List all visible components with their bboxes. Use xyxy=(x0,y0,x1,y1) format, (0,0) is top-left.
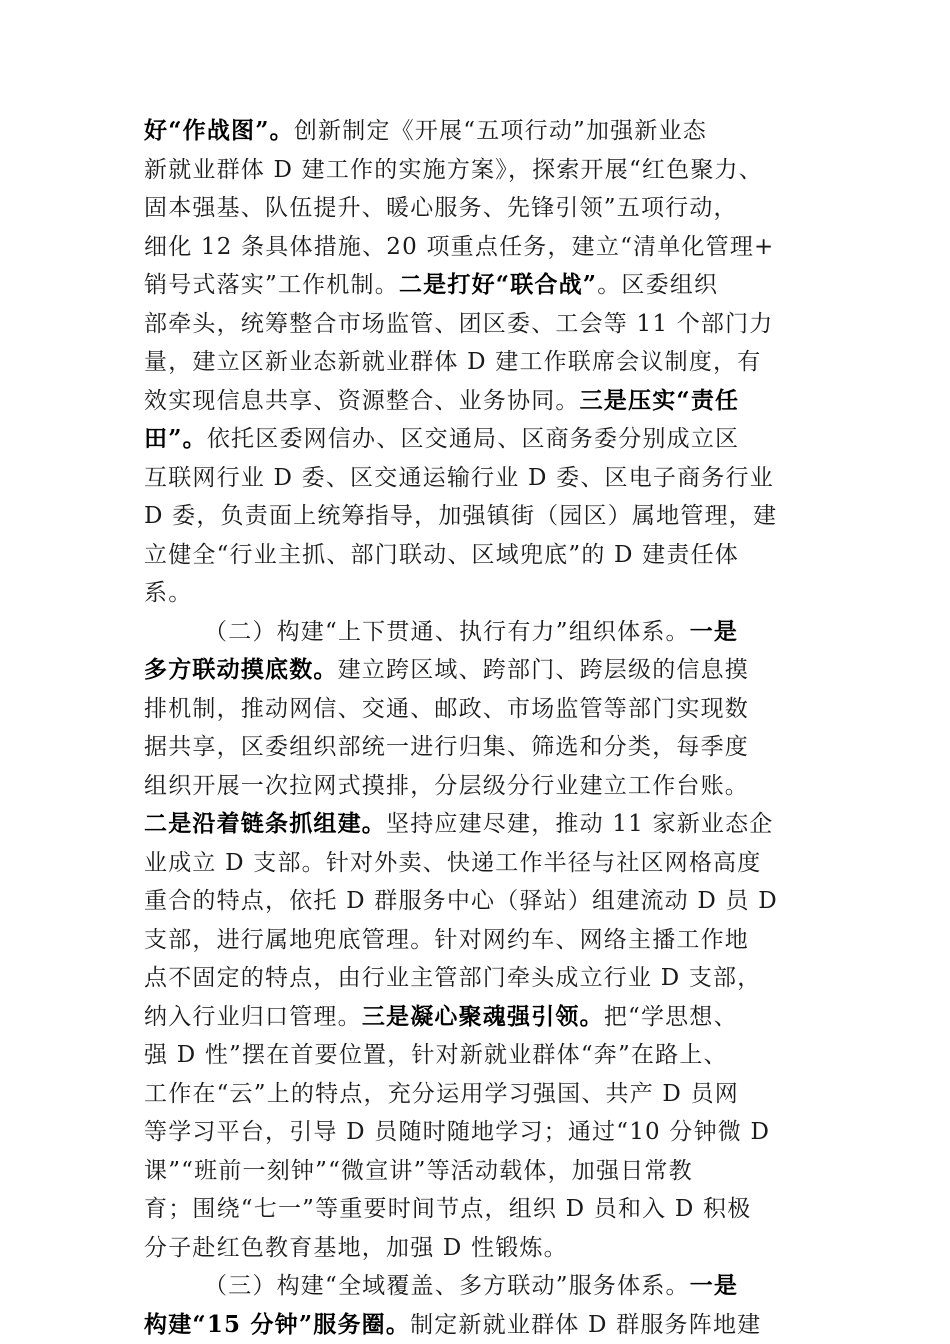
body-text: 销号式落实”工作机制。 xyxy=(144,272,399,298)
body-text: 支部，进行属地兜底管理。针对网约车、网络主播工作地 xyxy=(144,926,749,953)
body-text: 建立跨区域、跨部门、跨层级的信息摸 xyxy=(337,657,750,683)
body-text: 排机制，推动网信、交通、邮政、市场监管等部门实现数 xyxy=(144,695,749,722)
text-line xyxy=(144,151,809,190)
body-text: 立健全“行业主抓、部门联动、区域兜底”的 D 建责任体 xyxy=(144,541,739,568)
body-text: 部牵头，统筹整合市场监管、团区委、工会等 11 个部门力 xyxy=(144,310,774,337)
body-text: 系。 xyxy=(144,580,193,606)
text-line xyxy=(144,536,809,575)
text-line xyxy=(144,189,809,228)
body-text: 分子赴红色教育基地，加强 D 性锻炼。 xyxy=(144,1234,568,1261)
body-text: 点不固定的特点，由行业主管部门牵头成立行业 D 支部， xyxy=(144,965,762,991)
body-text: 依托区委网信办、区交通局、区商务委分别成立区 xyxy=(206,426,740,452)
body-text: 效实现信息共享、资源整合、业务协同。 xyxy=(144,387,580,414)
text-line xyxy=(144,921,809,960)
text-line xyxy=(144,613,809,652)
text-line xyxy=(144,998,809,1037)
bold-text: 好“作战图”。 xyxy=(144,117,294,144)
body-text: D 委，负责面上统筹指导，加强镇街（园区）属地管理，建 xyxy=(144,503,778,529)
body-text: （三）构建“全域覆盖、多方联动”服务体系。 xyxy=(204,1273,690,1299)
body-text: 工作在“云”上的特点，充分运用学习强国、共产 D 员网 xyxy=(144,1080,739,1107)
body-text: （二）构建“上下贯通、执行有力”组织体系。 xyxy=(204,618,690,645)
body-text: 组织开展一次拉网式摸排，分层级分行业建立工作台账。 xyxy=(144,772,749,799)
text-line xyxy=(144,1075,809,1114)
body-text: 把“学思想、 xyxy=(603,1003,738,1030)
text-line xyxy=(144,805,809,844)
bold-text: 多方联动摸底数。 xyxy=(144,656,338,683)
text-line xyxy=(144,305,809,344)
body-text: 育；围绕“七一”等重要时间节点，组织 D 员和入 D 积极 xyxy=(144,1196,752,1222)
body-text: 强 D 性”摆在首要位置，针对新就业群体“奔”在路上、 xyxy=(144,1042,728,1068)
body-text: 纳入行业归口管理。 xyxy=(144,1003,362,1030)
text-line xyxy=(144,1036,809,1075)
bold-text: 构建“15 分钟”服务圈。 xyxy=(144,1310,411,1338)
body-text: 。区委组织 xyxy=(597,272,719,298)
text-line xyxy=(144,1306,809,1344)
text-line xyxy=(144,728,809,767)
text-line xyxy=(144,1190,809,1229)
body-text: 互联网行业 D 委、区交通运输行业 D 委、区电子商务行业 xyxy=(144,464,774,491)
text-line xyxy=(144,382,809,421)
text-line xyxy=(144,228,809,267)
text-line xyxy=(144,459,809,498)
bold-text: 二是打好“联合战” xyxy=(398,271,598,298)
body-text: 新就业群体 D 建工作的实施方案》，探索开展“红色聚力、 xyxy=(144,156,763,183)
body-text: 等学习平台，引导 D 员随时随地学习；通过“10 分钟微 D xyxy=(144,1119,771,1145)
text-line xyxy=(144,1229,809,1268)
text-line xyxy=(144,574,809,613)
bold-text: 二是沿着链条抓组建。 xyxy=(144,810,386,837)
text-line xyxy=(144,343,809,382)
bold-text: 一是 xyxy=(689,617,739,645)
text-line xyxy=(144,420,809,459)
text-line xyxy=(144,1152,809,1191)
text-line xyxy=(144,1267,809,1306)
text-line xyxy=(144,959,809,998)
body-text: 量，建立区新业态新就业群体 D 建工作联席会议制度，有 xyxy=(144,349,762,375)
body-text: 坚持应建尽建，推动 11 家新业态企 xyxy=(386,811,774,837)
text-line xyxy=(144,844,809,883)
body-text: 制定新就业群体 D 群服务阵地建 xyxy=(410,1311,762,1338)
text-line xyxy=(144,690,809,729)
text-line xyxy=(144,112,809,151)
text-line xyxy=(144,266,809,305)
text-line xyxy=(144,767,809,806)
body-text: 课”“班前一刻钟”“微宣讲”等活动载体，加强日常教 xyxy=(144,1157,693,1184)
text-line xyxy=(144,651,809,690)
body-text: 业成立 D 支部。针对外卖、快递工作半径与社区网格高度 xyxy=(144,849,762,876)
text-line xyxy=(144,1113,809,1152)
bold-text: 一是 xyxy=(689,1272,739,1299)
body-text: 据共享，区委组织部统一进行归集、筛选和分类，每季度 xyxy=(144,734,749,760)
body-text: 重合的特点，依托 D 群服务中心（驿站）组建流动 D 员 D xyxy=(144,888,778,914)
body-text: 细化 12 条具体措施、20 项重点任务，建立“清单化管理+ xyxy=(144,233,775,260)
body-text: 固本强基、队伍提升、暖心服务、先锋引领”五项行动， xyxy=(144,195,738,221)
text-line xyxy=(144,882,809,921)
text-line xyxy=(144,497,809,536)
bold-text: 三是凝心聚魂强引领。 xyxy=(361,1002,604,1030)
document-body xyxy=(144,112,809,1344)
bold-text: 三是压实“责任 xyxy=(579,386,740,414)
bold-text: 田”。 xyxy=(144,425,207,452)
body-text: 创新制定《开展“五项行动”加强新业态 xyxy=(293,118,707,144)
